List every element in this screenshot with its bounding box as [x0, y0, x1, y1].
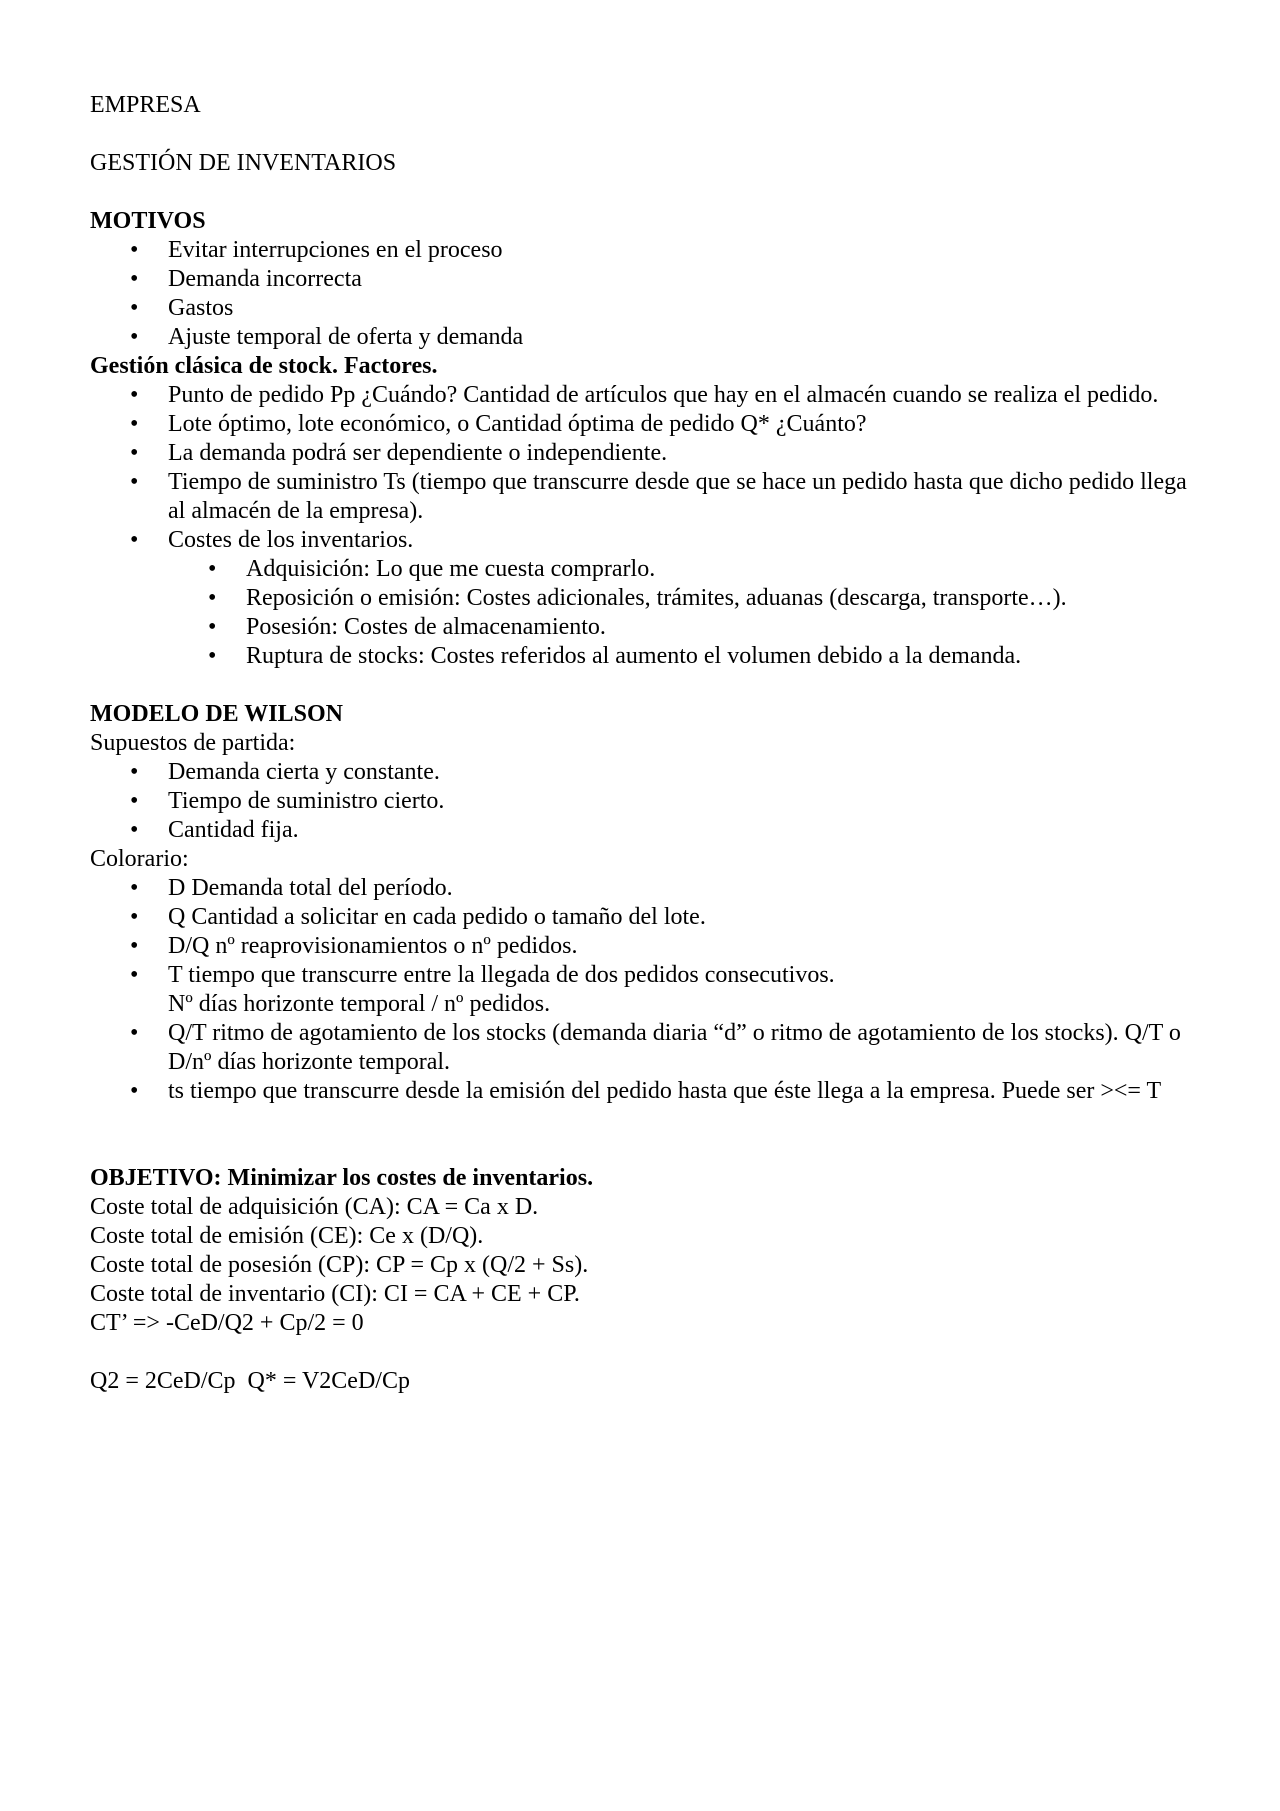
list-item: • Posesión: Costes de almacenamiento.	[90, 613, 1190, 642]
section-heading-motivos: MOTIVOS	[90, 208, 206, 234]
spacer	[90, 120, 1190, 149]
formula-line: Coste total de posesión (CP): CP = Cp x (Q/2 + Ss).	[90, 1252, 589, 1278]
list-item: • La demanda podrá ser dependiente o independiente.	[90, 439, 1190, 468]
corolario-list	[90, 874, 1190, 1106]
section-heading-objetivo: OBJETIVO: Minimizar los costes de inventarios.	[90, 1165, 594, 1191]
list-item: • Ajuste temporal de oferta y demanda	[90, 323, 1190, 352]
list-item: • Tiempo de suministro Ts (tiempo que transcurre desde que se hace un pedido hasta que dicho pedido llega al almacén de la empresa).	[90, 468, 1190, 526]
gestion-list	[90, 381, 1190, 555]
formula-line: Coste total de emisión (CE): Ce x (D/Q).	[90, 1223, 484, 1249]
list-item: • Gastos	[90, 294, 1190, 323]
motivos-list	[90, 236, 1190, 352]
list-item: • Demanda incorrecta	[90, 265, 1190, 294]
formula-line: Coste total de inventario (CI): CI = CA + CE + CP.	[90, 1281, 580, 1307]
list-item: • Cantidad fija.	[90, 816, 1190, 845]
spacer	[90, 1106, 1190, 1164]
list-item: • Q/T ritmo de agotamiento de los stocks (demanda diaria “d” o ritmo de agotamiento de los stocks). Q/T o D/nº días horizonte temporal.	[90, 1019, 1190, 1077]
list-item: • Punto de pedido Pp ¿Cuándo? Cantidad de artículos que hay en el almacén cuando se realiza el pedido.	[90, 381, 1190, 410]
corolario-t-continuation: Nº días horizonte temporal / nº pedidos.	[168, 991, 551, 1017]
list-item: • D Demanda total del período.	[90, 874, 1190, 903]
list-item: • Reposición o emisión: Costes adicionales, trámites, aduanas (descarga, transporte…).	[90, 584, 1190, 613]
spacer	[90, 178, 1190, 207]
list-item: • Tiempo de suministro cierto.	[90, 787, 1190, 816]
list-item: • ts tiempo que transcurre desde la emisión del pedido hasta que éste llega a la empresa. Puede ser ><= T	[90, 1077, 1190, 1106]
corolario-t-text: T tiempo que transcurre entre la llegada de dos pedidos consecutivos.	[168, 962, 835, 988]
section-heading-gestion: Gestión clásica de stock. Factores.	[90, 353, 438, 379]
section-heading-wilson: MODELO DE WILSON	[90, 701, 343, 727]
document-title: GESTIÓN DE INVENTARIOS	[90, 150, 397, 176]
list-item: • Costes de los inventarios.	[90, 526, 1190, 555]
formula-line: CT’ => -CeD/Q2 + Cp/2 = 0	[90, 1310, 364, 1336]
supuestos-list	[90, 758, 1190, 845]
costes-sublist	[90, 555, 1190, 671]
optimal-quantity-formula: Q2 = 2CeD/Cp Q* = V2CeD/Cp	[90, 1368, 410, 1394]
list-item: • Demanda cierta y constante.	[90, 758, 1190, 787]
list-item: • D/Q nº reaprovisionamientos o nº pedidos.	[90, 932, 1190, 961]
spacer	[90, 671, 1190, 700]
document-body	[90, 91, 1190, 1396]
formula-line: Coste total de adquisición (CA): CA = Ca x D.	[90, 1194, 539, 1220]
list-item	[90, 961, 1190, 1019]
list-item: • Evitar interrupciones en el proceso	[90, 236, 1190, 265]
list-item: • Ruptura de stocks: Costes referidos al aumento el volumen debido a la demanda.	[90, 642, 1190, 671]
corolario-label: Colorario:	[90, 846, 189, 872]
list-item: • Adquisición: Lo que me cuesta comprarlo.	[90, 555, 1190, 584]
list-item: • Q Cantidad a solicitar en cada pedido o tamaño del lote.	[90, 903, 1190, 932]
company-label: EMPRESA	[90, 92, 201, 118]
list-item: • Lote óptimo, lote económico, o Cantidad óptima de pedido Q* ¿Cuánto?	[90, 410, 1190, 439]
spacer	[90, 1338, 1190, 1367]
supuestos-label: Supuestos de partida:	[90, 730, 296, 756]
